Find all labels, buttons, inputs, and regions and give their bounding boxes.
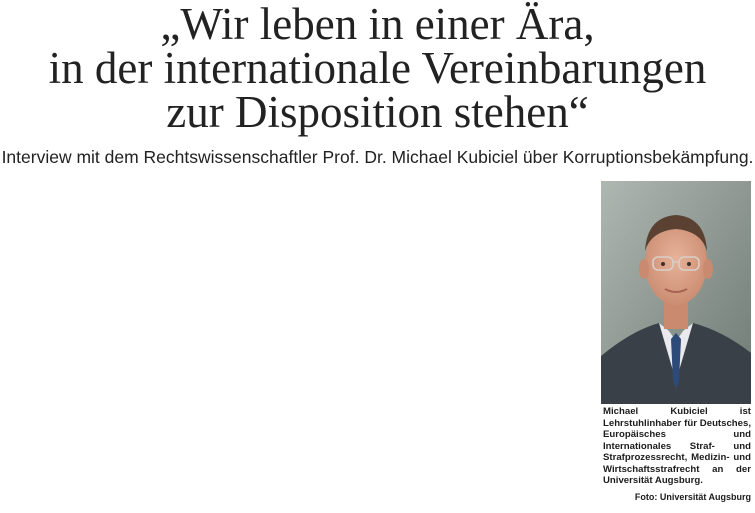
headline-line-3: zur Disposition stehen“ xyxy=(166,87,589,137)
portrait-photo xyxy=(601,181,751,404)
headline xyxy=(0,0,755,137)
portrait-illustration xyxy=(601,181,751,404)
subheadline: Interview mit dem Rechtswissenschaftler Prof. Dr. Michael Kubiciel über Korruptionsbekämpfung. xyxy=(1,147,754,167)
headline-line-1: „Wir leben in einer Ära, xyxy=(160,0,595,49)
headline-line-2: in der internationale Vereinbarungen xyxy=(48,43,707,93)
photo-caption: Michael Kubiciel ist Lehrstuhlinhaber für Deutsches, Europäisches und Internationales Straf- und Strafprozessrecht, Medizin- und Wirtschaftsstrafrecht an der Universität Augsburg. xyxy=(603,406,751,486)
photo-credit: Foto: Universität Augsburg xyxy=(634,492,751,502)
